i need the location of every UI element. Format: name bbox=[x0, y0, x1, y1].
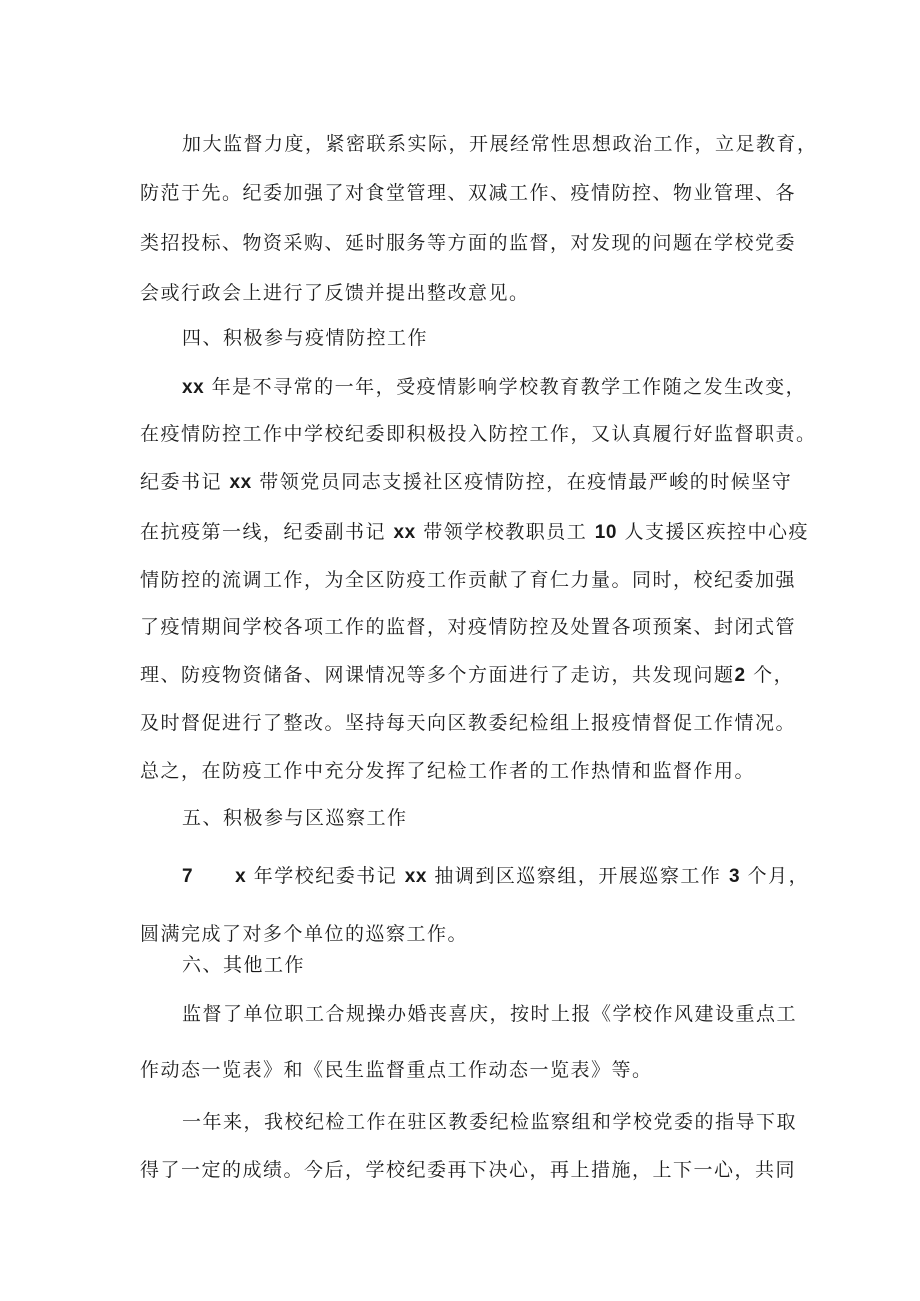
text-span: 理、防疫物资储备、网课情况等多个方面进行了走访，共发现问题 bbox=[140, 664, 735, 686]
paragraph-line: 在疫情防控工作中学校纪委即积极投入防控工作，又认真履行好监督职责。 bbox=[140, 423, 817, 445]
section-heading: 六、其他工作 bbox=[182, 954, 306, 976]
section-heading: 四、积极参与疫情防控工作 bbox=[182, 327, 429, 349]
paragraph-line: 圆满完成了对多个单位的巡察工作。 bbox=[140, 923, 469, 945]
text-span: 带领党员同志支援社区疫情防控，在疫情最严峻的时候坚守 bbox=[251, 471, 793, 493]
bold-text: xx bbox=[182, 377, 205, 398]
bold-text: 10 bbox=[594, 522, 617, 543]
bold-text: xx bbox=[393, 522, 416, 543]
paragraph-line: 及时督促进行了整改。坚持每天向区教委纪检组上报疫情督促工作情况。 bbox=[140, 712, 797, 734]
paragraph-line bbox=[140, 519, 809, 546]
paragraph-line: 了疫情期间学校各项工作的监督，对疫情防控及处置各项预案、封闭式管 bbox=[140, 616, 797, 638]
text-span: 年学校纪委书记 bbox=[246, 865, 405, 887]
bold-text: xx bbox=[229, 472, 252, 493]
paragraph-line: 情防控的流调工作，为全区防疫工作贡献了育仁力量。同时，校纪委加强 bbox=[140, 569, 797, 591]
paragraph-line: 一年来，我校纪检工作在驻区教委纪检监察组和学校党委的指导下取 bbox=[182, 1111, 798, 1133]
paragraph-line: 加大监督力度，紧密联系实际，开展经常性思想政治工作，立足教育， bbox=[182, 133, 818, 155]
bold-text: 7 bbox=[182, 866, 194, 887]
paragraph-line bbox=[182, 374, 806, 401]
text-span: 人支援区疾控中心疫 bbox=[616, 521, 809, 543]
text-span: 年是不寻常的一年，受疫情影响学校教育教学工作随之发生改变， bbox=[204, 376, 807, 398]
text-span: 个月， bbox=[740, 865, 810, 887]
paragraph-line: 会或行政会上进行了反馈并提出整改意见。 bbox=[140, 282, 530, 304]
paragraph-line: 作动态一览表》和《民生监督重点工作动态一览表》等。 bbox=[140, 1059, 653, 1081]
paragraph-line: 监督了单位职工合规操办婚丧喜庆，按时上报《学校作风建设重点工 bbox=[182, 1003, 798, 1025]
paragraph-line: 防范于先。纪委加强了对食堂管理、双减工作、疫情防控、物业管理、各 bbox=[140, 182, 797, 204]
paragraph-line: 类招投标、物资采购、延时服务等方面的监督，对发现的问题在学校党委 bbox=[140, 232, 797, 254]
paragraph-line: 得了一定的成绩。今后，学校纪委再下决心，再上措施，上下一心，共同 bbox=[140, 1159, 797, 1181]
bold-text: 3 bbox=[728, 866, 741, 887]
section-heading: 五、积极参与区巡察工作 bbox=[182, 807, 408, 829]
paragraph-line bbox=[182, 863, 809, 890]
paragraph-line: 总之，在防疫工作中充分发挥了纪检工作者的工作热情和监督作用。 bbox=[140, 760, 756, 782]
bold-text: x bbox=[235, 866, 247, 887]
paragraph-line bbox=[140, 469, 792, 496]
bold-text: 2 bbox=[734, 665, 746, 686]
text-span: 抽调到区巡察组，开展巡察工作 bbox=[426, 865, 729, 887]
text-span: 带领学校教职员工 bbox=[415, 521, 595, 543]
text-span: 纪委书记 bbox=[140, 471, 230, 493]
bold-text: xx bbox=[404, 866, 427, 887]
paragraph-line bbox=[140, 662, 794, 689]
text-span: 个， bbox=[745, 664, 795, 686]
text-span: 在抗疫第一线，纪委副书记 bbox=[140, 521, 394, 543]
